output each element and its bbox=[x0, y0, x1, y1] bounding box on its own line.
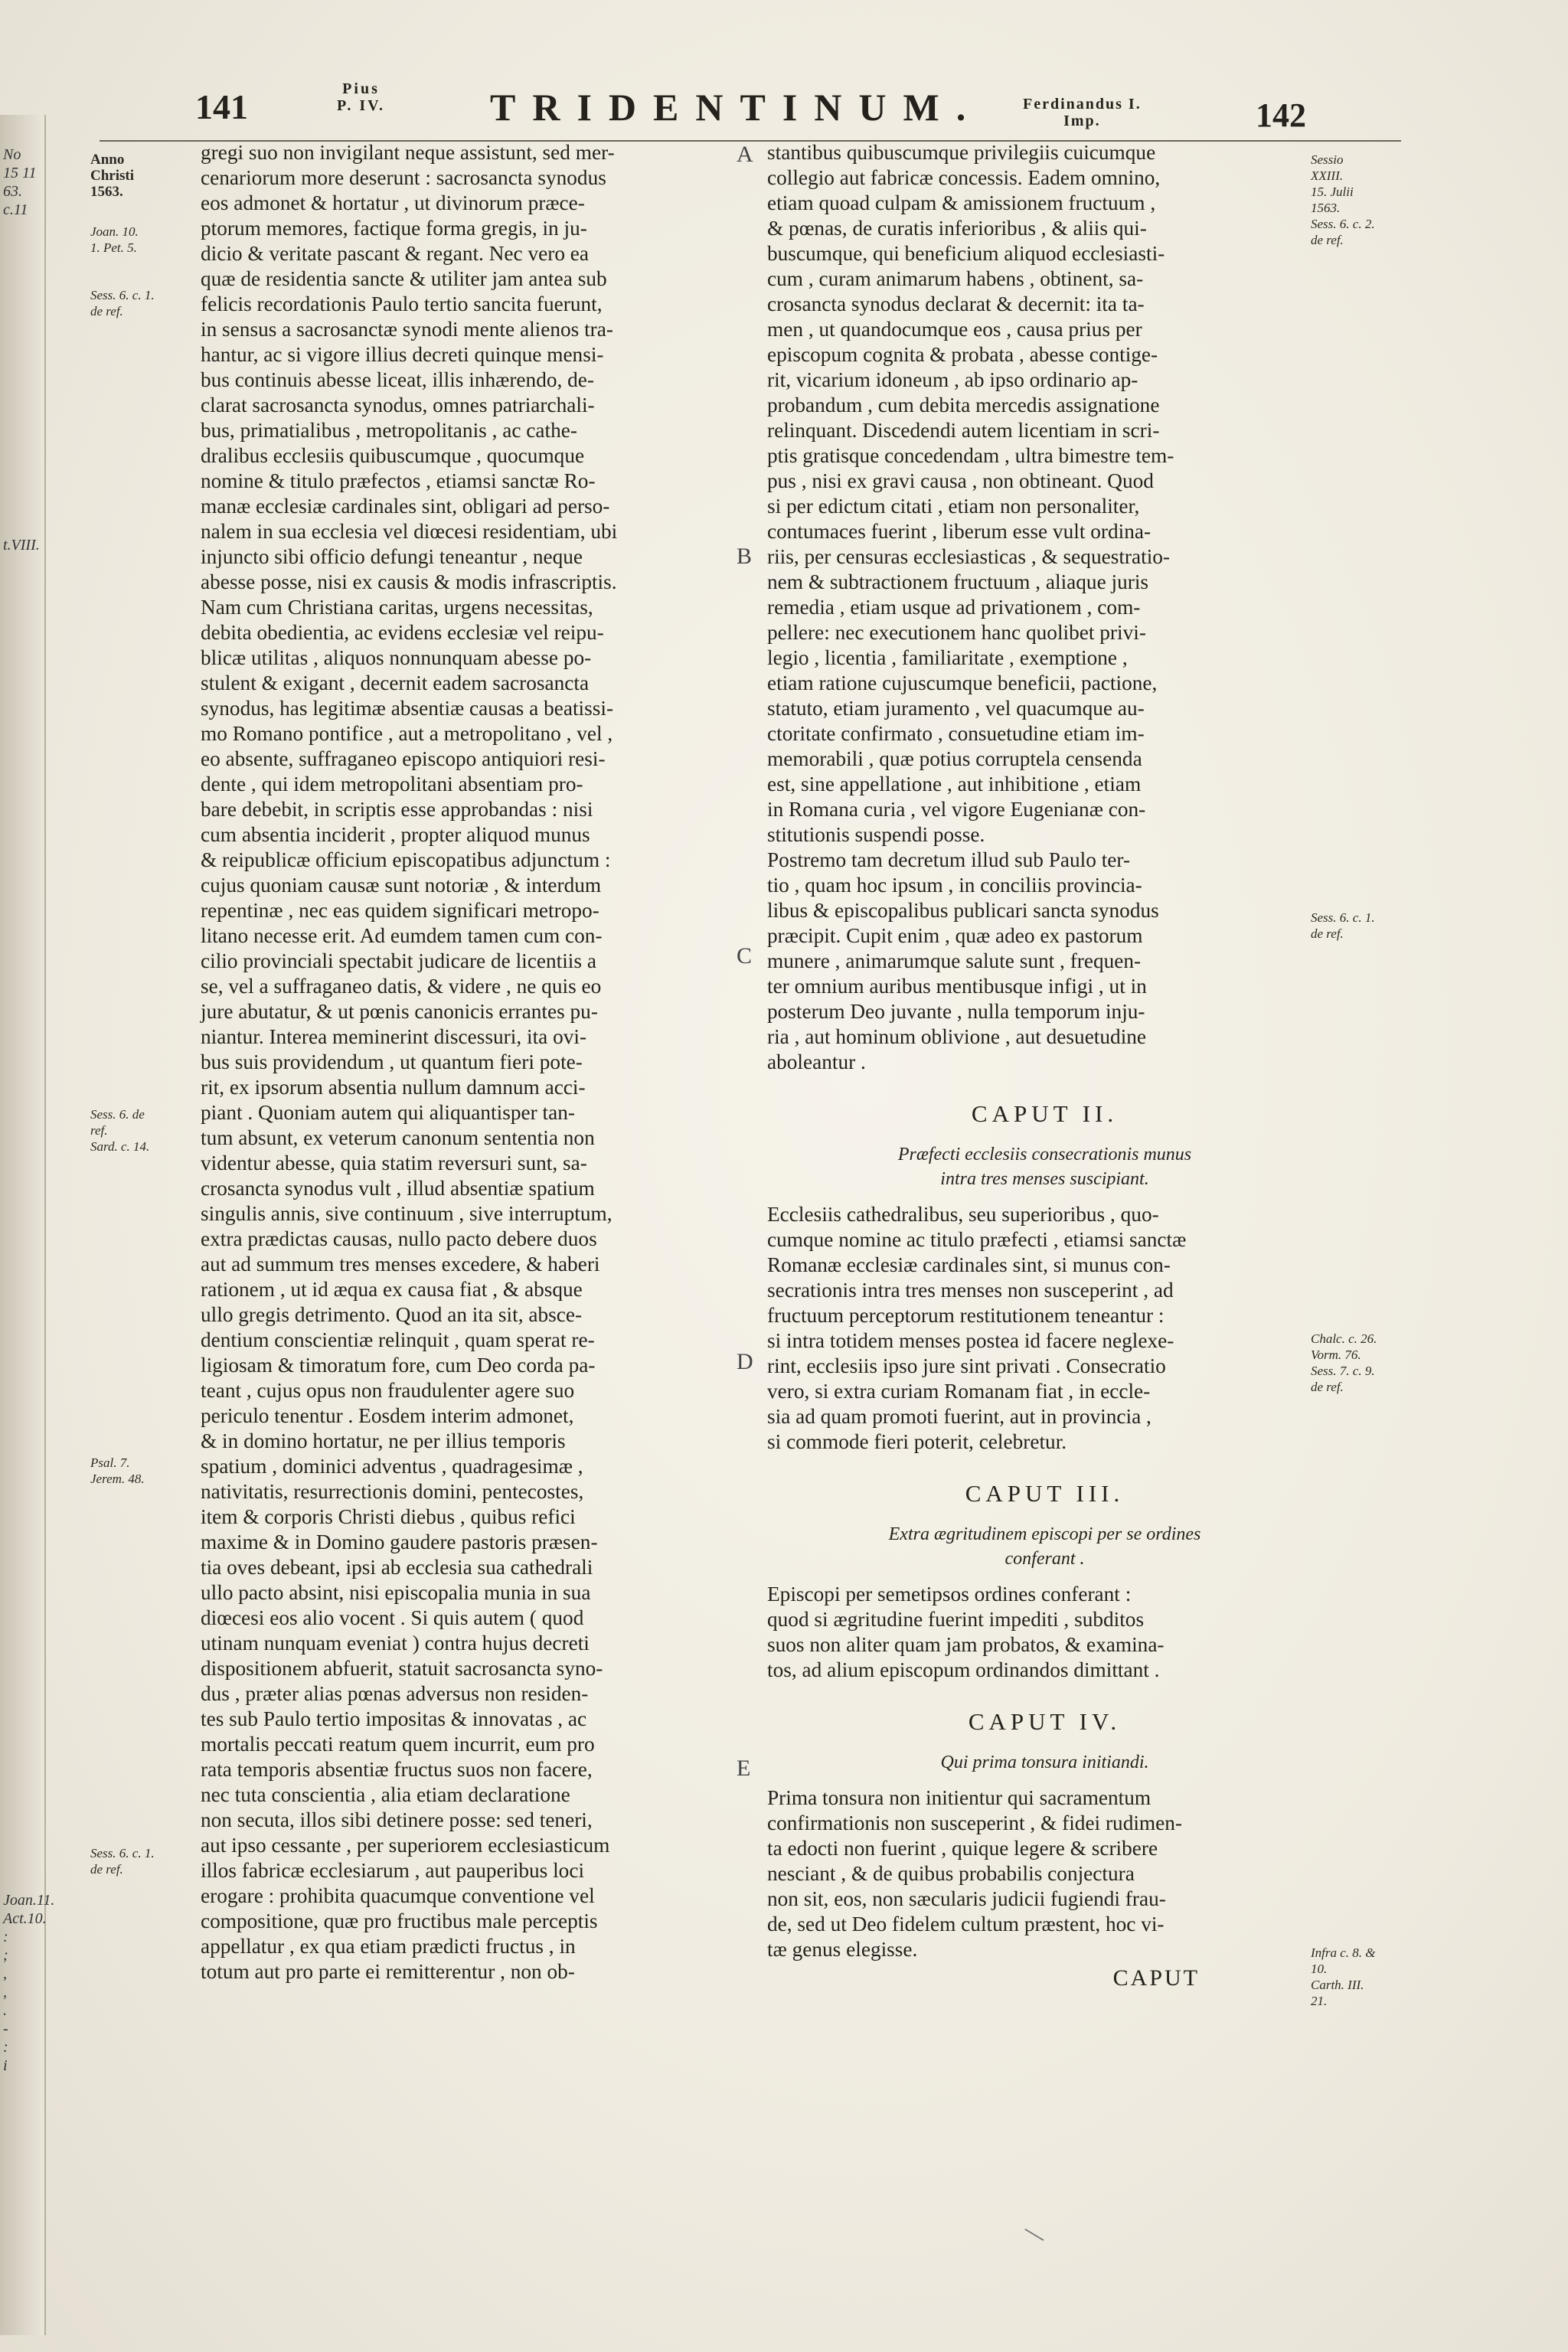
left-text-column bbox=[201, 140, 737, 1984]
session-note: Sessio XXIII. 15. Julii 1563. Sess. 6. c. 2. de ref. bbox=[1311, 152, 1375, 247]
text-line: si per edictum citati , etiam non personaliter, bbox=[767, 495, 1140, 518]
text-line: mo Romano pontifice , aut a metropolitano , vel , bbox=[201, 722, 613, 745]
text-line: rata temporis absentiæ fructus suos non facere, bbox=[201, 1758, 593, 1781]
text-line: aboleantur . bbox=[767, 1050, 866, 1073]
text-line: men , ut quandocumque eos , causa prius per bbox=[767, 318, 1142, 341]
text-line: suos non aliter quam jam probatos, & examina- bbox=[767, 1633, 1165, 1656]
text-line: rit, vicarium idoneum , ab ipso ordinario ap- bbox=[767, 368, 1138, 391]
text-line: quæ de residentia sancte & utiliter jam antea sub bbox=[201, 267, 607, 290]
text-line: tæ genus elegisse. bbox=[767, 1938, 918, 1961]
text-line: nomine & titulo præfectos , etiamsi sanctæ Ro- bbox=[201, 469, 596, 492]
text-line: nalem in sua ecclesia vel diœcesi residentiam, ubi bbox=[201, 520, 618, 543]
text-line: fructuum perceptorum restitutionem teneantur : bbox=[767, 1304, 1165, 1327]
text-line: relinquant. Discedendi autem licentiam in scri- bbox=[767, 419, 1160, 442]
section-letter: A bbox=[737, 142, 753, 167]
text-line: statuto, etiam juramento , vel quacumque au- bbox=[767, 697, 1145, 720]
text-line: jure abutatur, & ut pœnis canonicis errantes pu- bbox=[201, 1000, 598, 1023]
text-line: extra prædictas causas, nullo pacto debere duos bbox=[201, 1227, 597, 1250]
text-line: Nam cum Christiana caritas, urgens necessitas, bbox=[201, 596, 593, 619]
text-line: & pœnas, de curatis inferioribus , & aliis qui- bbox=[767, 217, 1147, 240]
text-line: ctoritate confirmato , consuetudine etiam im- bbox=[767, 722, 1145, 745]
text-line: est, sine appellatione , aut inhibitione , etiam bbox=[767, 773, 1142, 795]
text-line: stantibus quibuscumque privilegiis cuicumque bbox=[767, 141, 1156, 164]
chapter-heading: CAPUT IV. bbox=[968, 1708, 1122, 1735]
pencil-mark: \ bbox=[1019, 2218, 1049, 2251]
text-line: ptorum memores, factique forma gregis, in ju- bbox=[201, 217, 587, 240]
text-line: stitutionis suspendi posse. bbox=[767, 823, 985, 846]
text-line: cilio provinciali spectabit judicare de licentiis a bbox=[201, 949, 596, 972]
text-line: injuncto sibi officio defungi teneantur , neque bbox=[201, 545, 583, 568]
text-line: videntur abesse, quia statim reversuri sunt, sa- bbox=[201, 1152, 587, 1174]
text-line: contumaces fuerint , liberum esse vult ordina- bbox=[767, 520, 1152, 543]
text-line: synodus, has legitimæ absentiæ causas a beatissi- bbox=[201, 697, 614, 720]
text-line: præcipit. Cupit enim , quæ adeo ex pastorum bbox=[767, 924, 1143, 947]
text-line: appellatur , ex qua etiam prædicti fructus , in bbox=[201, 1935, 576, 1958]
text-line: tes sub Paulo tertio impositas & innovatas , ac bbox=[201, 1707, 587, 1730]
chapter-subtitle: Extra ægritudinem episcopi per se ordines conferant . bbox=[888, 1524, 1201, 1569]
text-line: ligiosam & timoratum fore, cum Deo corda pa- bbox=[201, 1354, 596, 1377]
text-line: stulent & exigant , decernit eadem sacrosancta bbox=[201, 671, 590, 694]
text-line: dente , qui idem metropolitani absentiam pro- bbox=[201, 773, 583, 795]
text-line: ta edocti non fuerint , quique legere & scribere bbox=[767, 1837, 1158, 1860]
gutter-fragment: t.VIII. bbox=[3, 537, 40, 554]
text-line: litano necesse erit. Ad eumdem tamen cum con- bbox=[201, 924, 603, 947]
text-line: se, vel a suffraganeo datis, & videre , ne quis eo bbox=[201, 975, 602, 998]
section-letter: C bbox=[737, 943, 753, 969]
text-line: crosancta synodus declarat & decernit: ita ta- bbox=[767, 292, 1145, 315]
text-line: ullo gregis detrimento. Quod an ita sit, absce- bbox=[201, 1303, 583, 1326]
text-line: buscumque, qui beneficium aliquod ecclesiasti- bbox=[767, 242, 1165, 265]
text-line: nesciant , & de quibus probabilis conjectura bbox=[767, 1862, 1135, 1885]
emperor-label: Ferdinandus I. Imp. bbox=[1023, 96, 1142, 129]
text-line: collegio aut fabricæ concessis. Eadem omnino, bbox=[767, 166, 1161, 189]
year-note: Anno Christi 1563. bbox=[90, 152, 134, 200]
gutter-fragment: Joan.11. Act.10. : ; , , . - : i bbox=[3, 1892, 55, 2074]
text-line: hantur, ac si vigore illius decreti quinque mensi- bbox=[201, 343, 604, 366]
text-line: & in domino hortatur, ne per illius temporis bbox=[201, 1429, 566, 1452]
text-line: dicio & veritate pascant & regant. Nec vero ea bbox=[201, 242, 590, 265]
running-title: TRIDENTINUM. bbox=[490, 86, 983, 129]
right-text-column bbox=[767, 140, 1322, 1991]
text-line: rint, ecclesiis ipso jure sint privati . Consecratio bbox=[767, 1354, 1166, 1377]
text-line: Episcopi per semetipsos ordines conferant : bbox=[767, 1583, 1132, 1606]
text-line: cumque nomine ac titulo præfecti , etiamsi sanctæ bbox=[767, 1228, 1187, 1251]
margin-note: Joan. 10. 1. Pet. 5. bbox=[90, 224, 139, 255]
text-line: piant . Quoniam autem qui aliquantisper tan- bbox=[201, 1101, 575, 1124]
text-line: de, sed ut Deo fidelem cultum præstent, hoc vi- bbox=[767, 1913, 1165, 1936]
text-line: tos, ad alium episcopum ordinandos dimittant . bbox=[767, 1658, 1160, 1681]
text-line: bare debebit, in scriptis esse approbandas : nisi bbox=[201, 798, 593, 821]
margin-note: Psal. 7. Jerem. 48. bbox=[90, 1455, 145, 1486]
text-line: bus, primatialibus , metropolitanis , ac cathe- bbox=[201, 419, 577, 442]
text-line: nem & subtractionem fructuum , aliaque juris bbox=[767, 570, 1149, 593]
text-line: non sit, eos, non sæcularis judicii fugiendi frau- bbox=[767, 1887, 1166, 1910]
text-line: & reipublicæ officium episcopatibus adjunctum : bbox=[201, 848, 611, 871]
text-line: abesse posse, nisi ex causis & modis infrascriptis. bbox=[201, 570, 617, 593]
text-line: illos fabricæ ecclesiarum , aut pauperibus loci bbox=[201, 1859, 585, 1882]
text-line: tum absunt, ex veterum canonum sententia non bbox=[201, 1126, 595, 1149]
text-line: eo absente, suffraganeo episcopo antiquiori resi- bbox=[201, 747, 606, 770]
text-line: ptis gratisque concedendam , ultra bimestre tem- bbox=[767, 444, 1174, 467]
running-header bbox=[0, 80, 1568, 142]
text-line: clarat sacrosancta synodus, omnes patriarchali- bbox=[201, 394, 595, 416]
margin-note: Chalc. c. 26. Vorm. 76. Sess. 7. c. 9. de ref. bbox=[1311, 1331, 1377, 1394]
text-line: gregi suo non invigilant neque assistunt, sed mer- bbox=[201, 141, 615, 164]
text-line: nativitatis, resurrectionis domini, pentecostes, bbox=[201, 1480, 584, 1503]
text-line: remedia , etiam usque ad privationem , com- bbox=[767, 596, 1141, 619]
text-line: ter omnium auribus mentibusque infigi , ut in bbox=[767, 975, 1147, 998]
text-line: episcopum cognita & probata , abesse contige- bbox=[767, 343, 1158, 366]
text-line: compositione, quæ pro fructibus male perceptis bbox=[201, 1909, 598, 1932]
text-line: memorabili , quæ potius corruptela censenda bbox=[767, 747, 1142, 770]
text-line: si intra totidem menses postea id facere neglexe- bbox=[767, 1329, 1174, 1352]
gutter-fragment: No 15 11 63. c.11 bbox=[3, 146, 37, 218]
text-line: tia oves debeant, ipsi ab ecclesia sua cathedrali bbox=[201, 1556, 593, 1579]
text-line: repentinæ , nec eas quidem significari metropo- bbox=[201, 899, 599, 922]
catchword: CAPUT bbox=[1112, 1965, 1200, 1991]
text-line: utinam nunquam eveniat ) contra hujus decreti bbox=[201, 1632, 590, 1655]
text-line: periculo tenentur . Eosdem interim admonet, bbox=[201, 1404, 574, 1427]
paragraph bbox=[767, 1582, 1322, 1683]
section-letter: E bbox=[737, 1756, 751, 1781]
text-line: dralibus ecclesiis quibuscumque , quocumque bbox=[201, 444, 585, 467]
text-line: eos admonet & hortatur , ut divinorum præce- bbox=[201, 191, 585, 214]
text-line: item & corporis Christi diebus , quibus refici bbox=[201, 1505, 576, 1528]
text-line: Romanæ ecclesiæ cardinales sint, si munus con- bbox=[767, 1253, 1171, 1276]
text-line: Ecclesiis cathedralibus, seu superioribus , quo- bbox=[767, 1203, 1159, 1226]
text-line: etiam ratione cujuscumque beneficii, pactione, bbox=[767, 671, 1158, 694]
text-line: riis, per censuras ecclesiasticas , & sequestratio- bbox=[767, 545, 1171, 568]
text-line: dentium conscientiæ relinquit , quam sperat re- bbox=[201, 1328, 595, 1351]
section-letter: D bbox=[737, 1349, 753, 1374]
text-line: legio , licentia , familiaritate , exemptione , bbox=[767, 646, 1128, 669]
paragraph bbox=[767, 1785, 1322, 1962]
text-line: dus , præter alias pœnas adversus non residen- bbox=[201, 1682, 589, 1705]
page-number-right: 142 bbox=[1256, 96, 1306, 134]
text-line: cum absentia inciderit , propter aliquod munus bbox=[201, 823, 590, 846]
margin-note: Sess. 6. de ref. Sard. c. 14. bbox=[90, 1107, 150, 1154]
text-line: Postremo tam decretum illud sub Paulo ter- bbox=[767, 848, 1131, 871]
pope-label: Pius P. IV. bbox=[337, 80, 386, 114]
margin-note: Sess. 6. c. 1. de ref. bbox=[90, 288, 155, 318]
text-line: nec tuta conscientia , alia etiam declaratione bbox=[201, 1783, 570, 1806]
text-line: pellere: nec executionem hanc quolibet privi- bbox=[767, 621, 1146, 644]
text-line: quod si ægritudine fuerint impediti , subditos bbox=[767, 1608, 1145, 1631]
chapter-subtitle: Præfecti ecclesiis consecrationis munus intra tres menses suscipiant. bbox=[897, 1145, 1192, 1189]
text-line: singulis annis, sive continuum , sive interruptum, bbox=[201, 1202, 612, 1225]
text-line: debita obedientia, ac evidens ecclesiæ vel reipu- bbox=[201, 621, 604, 644]
text-line: ullo pacto absint, nisi episcopalia munia in sua bbox=[201, 1581, 591, 1604]
paragraph bbox=[767, 140, 1322, 848]
text-line: niantur. Interea meminerint discessuri, ita ovi- bbox=[201, 1025, 587, 1048]
text-line: diœcesi eos alio vocent . Si quis autem ( quod bbox=[201, 1606, 584, 1629]
page-number-left: 141 bbox=[195, 87, 248, 126]
text-line: non secuta, illos sibi detinere posse: sed teneri, bbox=[201, 1808, 593, 1831]
margin-note: Infra c. 8. & 10. Carth. III. 21. bbox=[1311, 1945, 1376, 2008]
text-line: sia ad quam promoti fuerint, aut in provincia , bbox=[767, 1405, 1152, 1428]
text-line: munere , animarumque salute sunt , frequen- bbox=[767, 949, 1142, 972]
text-line: bus suis providendum , ut quantum fieri pote- bbox=[201, 1050, 583, 1073]
text-line: teant , cujus opus non fraudulenter agere suo bbox=[201, 1379, 575, 1402]
text-line: cum , curam animarum habens , obtinent, sa- bbox=[767, 267, 1144, 290]
text-line: rit, ex ipsorum absentia nullum damnum acci- bbox=[201, 1076, 586, 1099]
text-line: manæ ecclesiæ cardinales sint, obligari ad perso- bbox=[201, 495, 610, 518]
paragraph bbox=[767, 848, 1322, 1075]
text-line: crosancta synodus vult , illud absentiæ spatium bbox=[201, 1177, 595, 1200]
paragraph bbox=[767, 1202, 1322, 1455]
chapter-heading: CAPUT II. bbox=[971, 1100, 1119, 1127]
text-line: felicis recordationis Paulo tertio sancita fuerunt, bbox=[201, 292, 603, 315]
text-line: in sensus a sacrosanctæ synodi mente alienos tra- bbox=[201, 318, 613, 341]
text-line: blicæ utilitas , aliquos nonnunquam abesse po- bbox=[201, 646, 592, 669]
margin-note: Sess. 6. c. 1. de ref. bbox=[90, 1846, 155, 1877]
text-line: posterum Deo juvante , nulla temporum inju- bbox=[767, 1000, 1145, 1023]
text-line: cujus quoniam causæ sunt notoriæ , & interdum bbox=[201, 874, 602, 897]
text-line: mortalis peccati reatum quem incurrit, eum pro bbox=[201, 1733, 595, 1756]
section-letter: B bbox=[737, 544, 753, 569]
text-line: dispositionem abfuerit, statuit sacrosancta syno- bbox=[201, 1657, 603, 1680]
text-line: probandum , cum debita mercedis assignatione bbox=[767, 394, 1160, 416]
text-line: Prima tonsura non initientur qui sacramentum bbox=[767, 1786, 1152, 1809]
text-line: spatium , dominici adventus , quadragesimæ , bbox=[201, 1455, 583, 1478]
text-line: aut ipso cessante , per superiorem ecclesiasticum bbox=[201, 1834, 610, 1857]
text-line: bus continuis abesse liceat, illis inhærendo, de- bbox=[201, 368, 594, 391]
text-line: totum aut pro parte ei remitterentur , non ob- bbox=[201, 1960, 575, 1983]
text-line: libus & episcopalibus publicari sancta synodus bbox=[767, 899, 1159, 922]
text-line: erogare : prohibita quacumque conventione vel bbox=[201, 1884, 595, 1907]
text-line: si commode fieri poterit, celebretur. bbox=[767, 1430, 1067, 1453]
text-line: pus , nisi ex gravi causa , non obtineant. Quod bbox=[767, 469, 1154, 492]
text-line: secrationis intra tres menses non susceperint , ad bbox=[767, 1279, 1174, 1302]
chapter-subtitle: Qui prima tonsura initiandi. bbox=[940, 1753, 1149, 1772]
text-line: confirmationis non susceperint , & fidei rudimen- bbox=[767, 1811, 1183, 1834]
text-line: etiam quoad culpam & amissionem fructuum , bbox=[767, 191, 1156, 214]
chapter-heading: CAPUT III. bbox=[965, 1480, 1125, 1507]
text-line: vero, si extra curiam Romanam fiat , in eccle- bbox=[767, 1380, 1151, 1403]
facing-page-edge bbox=[0, 115, 55, 2335]
text-line: aut ad summum tres menses excedere, & haberi bbox=[201, 1253, 600, 1276]
text-line: ria , aut hominum oblivione , aut desuetudine bbox=[767, 1025, 1147, 1048]
text-line: rationem , ut id æqua ex causa fiat , & absque bbox=[201, 1278, 583, 1301]
text-line: cenariorum more deserunt : sacrosancta synodus bbox=[201, 166, 606, 189]
margin-note: Sess. 6. c. 1. de ref. bbox=[1311, 910, 1375, 941]
text-line: in Romana curia , vel vigore Eugenianæ con- bbox=[767, 798, 1146, 821]
text-line: tio , quam hoc ipsum , in conciliis provincia- bbox=[767, 874, 1142, 897]
text-line: maxime & in Domino gaudere pastoris præsen- bbox=[201, 1530, 598, 1553]
